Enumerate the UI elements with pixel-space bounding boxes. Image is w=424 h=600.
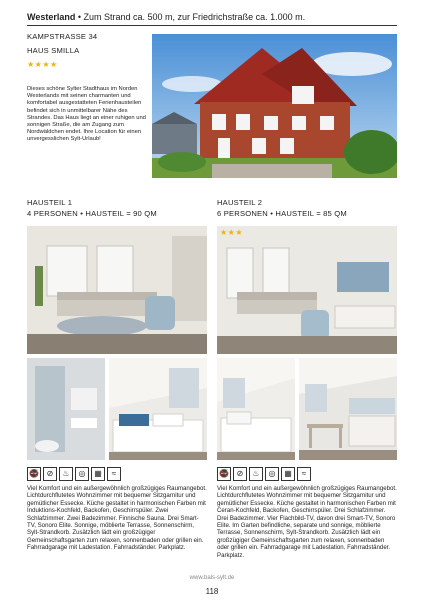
unit1-title: HAUSTEIL 1 [27,198,73,207]
unit2-description: Viel Komfort und ein außergewöhnlich großzügiges Raumangebot. Lichtdurchflutetes Wohnzimmer mit bequemer Sitzgarnitur und gemütlicher Essecke. Küche gestaltet in harmonischen Farben mit Ceran-Kochfeld, Backofen, Geschirrspüler. Drei Schlafzimmer. Drei Badezimmer. Vier Flachbild-TV, davon drei Smart-TV, Sonoro Elite. Im Garten befindliche, separate und sonnige, möblierte Terrasse, Sonnenschirm, Sylt-Strandkorb. Zusätzlich lädt ein großzügiger Gemeinschaftsgarten zum relaxen, sonnenbaden oder grillen ein. Fahrradgarage mit Ladestation. Fahrradständer. Parkplatz. [217,485,397,559]
no-smoking-icon: 🚭 [217,467,231,481]
unit1-amenity-icons [27,467,121,481]
property-description: Dieses schöne Sylter Stadthaus im Norden Westerlands mit seinen charmanten und komfortabel ausgestatteten Ferienhausteilen befindet sich in unmittelbarer Nähe des Strandes. Das Haus liegt an einer ruhigen und sonnigen Straße, die am Zugang zum Nordwäldchen endet. Ihre Location für einen unvergesslichen Sylt-Urlaub! [27,86,146,143]
unit2-subtitle: 6 PERSONEN • HAUSTEIL = 85 QM [217,209,347,218]
property-rating-stars: ★★★★ [27,60,58,69]
page-number: 118 [205,587,219,596]
page-header [27,12,305,22]
unit1-description: Viel Komfort und ein außergewöhnlich großzügiges Raumangebot. Lichtdurchflutetes Wohnzimmer mit bequemer Sitzgarnitur und gemütlicher Essecke. Küche gestaltet in harmonischen Farben mit Induktions-Kochfeld, Backofen, Geschirrspüler. Zwei Schlafzimmer. Zwei Badezimmer. Finnische Sauna. Drei Smart-TV, Sonoro Elite. Sonnige, möblierte Terrasse, Sonnenschirm, Sylt-Strandkorb. Zusätzlich lädt ein großzügiger Gemeinschaftsgarten zum relaxen, sonnenbaden oder grillen ein. Fahrradgarage mit Ladestation. Fahrradständer. Parkplatz. [27,485,207,552]
no-pets-icon: ⊘ [233,467,247,481]
header-divider [27,25,397,26]
footer-website: www.bals-sylt.de [189,575,235,581]
unit1-bathroom-photo [27,358,105,460]
header-bullet: • [75,12,84,22]
unit1-subtitle: 4 PERSONEN • HAUSTEIL = 90 QM [27,209,157,218]
unit2-bedroom-photo [217,358,295,460]
house-exterior-photo [152,34,397,178]
property-street: KAMPSTRASSE 34 [27,32,98,41]
dishwasher-icon: ▦ [281,467,295,481]
unit2-amenity-icons [217,467,311,481]
unit2-kitchen-photo [299,358,397,460]
property-name: HAUS SMILLA [27,46,80,55]
bbq-icon: ♨ [249,467,263,481]
sauna-icon: ♨ [59,467,73,481]
wifi-icon: ≈ [297,467,311,481]
dishwasher-icon: ▦ [91,467,105,481]
unit1-livingroom-photo [27,226,207,354]
washing-machine-icon: ◎ [265,467,279,481]
washing-machine-icon: ◎ [75,467,89,481]
wifi-icon: ≈ [107,467,121,481]
no-pets-icon: ⊘ [43,467,57,481]
distance-info: Zum Strand ca. 500 m, zur Friedrichstraße ca. 1.000 m. [83,12,306,22]
no-smoking-icon: 🚭 [27,467,41,481]
unit2-rating-stars: ★★★ [220,228,244,237]
location-title: Westerland [27,12,76,22]
unit2-livingroom-photo [217,226,397,354]
unit1-bedroom-photo [109,358,207,460]
unit2-title: HAUSTEIL 2 [217,198,263,207]
